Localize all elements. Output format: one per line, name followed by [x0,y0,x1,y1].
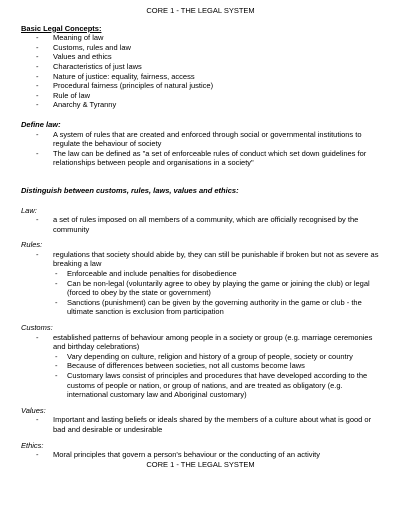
list-item: - Anarchy & Tyranny [36,100,380,110]
sub-list-item: - Enforceable and include penalties for disobedience [55,269,380,279]
sub-list-item: - Sanctions (punishment) can be given by the governing authority in the game or club - the ultimate sanction is exclusion from participation [55,298,380,317]
list-item: - Important and lasting beliefs or ideals shared by the members of a culture about what is good or bad and desirable or undesirable [36,415,380,434]
basic-list [21,33,380,110]
list-item: - A system of rules that are created and enforced through social or governmental institutions to regulate the behaviour of society [36,130,380,149]
ethics-label: Ethics: [21,440,44,450]
customs-definition: established patterns of behaviour among people in a society or group (e.g. marriage ceremonies and birthday celebrations) [53,332,373,352]
distinguish-heading: Distinguish between customs, rules, laws, values and ethics: [21,185,239,195]
customs-sublist [21,352,380,400]
rules-sublist [21,269,380,317]
list-item: - Values and ethics [36,52,380,62]
rules-definition: regulations that society should abide by, they can still be punishable if broken but not as severe as breaking a law [53,249,379,269]
law-list [21,215,380,234]
customs-label: Customs: [21,323,53,333]
sub-list-item: - Because of differences between societies, not all customs become laws [55,361,380,371]
page-title: CORE 1 - THE LEGAL SYSTEM [146,6,255,15]
customs-list [21,333,380,352]
list-item: - Customs, rules and law [36,43,380,53]
sub-list-item: - Vary depending on culture, religion and history of a group of people, society or country [55,352,380,362]
rules-label: Rules: [21,240,43,250]
sub-list-item: - Customary laws consist of principles and procedures that have developed according to the customs of people or nation, or group of nations, and are treated as obligatory (e.g. international customary law and Aboriginal customary) [55,371,380,400]
ethics-list [21,450,380,460]
list-item: - Rule of law [36,91,380,101]
list-item: - The law can be defined as "a set of enforceable rules of conduct which set down guidelines for relationships between people and organisations in a society" [36,149,380,168]
list-item [36,250,380,269]
define-list [21,130,380,168]
values-list [21,415,380,434]
list-item: - Characteristics of just laws [36,62,380,72]
basic-heading: Basic Legal Concepts: [21,23,102,33]
list-item [36,333,380,352]
list-item: - a set of rules imposed on all members of a community, which are officially recognised by the community [36,215,380,234]
sub-list-item: - Can be non-legal (voluntarily agree to obey by playing the game or joining the club) or legal (forced to obey by the state or government) [55,279,380,298]
list-item: - Meaning of law [36,33,380,43]
values-label: Values: [21,405,46,415]
page-footer: CORE 1 - THE LEGAL SYSTEM [146,459,255,469]
list-item: - Moral principles that govern a person's behaviour or the conducting of an activity [36,450,380,460]
rules-list [21,250,380,269]
law-label: Law: [21,205,37,215]
define-heading: Define law: [21,119,61,129]
list-item: - Procedural fairness (principles of natural justice) [36,81,380,91]
list-item: - Nature of justice: equality, fairness, access [36,72,380,82]
